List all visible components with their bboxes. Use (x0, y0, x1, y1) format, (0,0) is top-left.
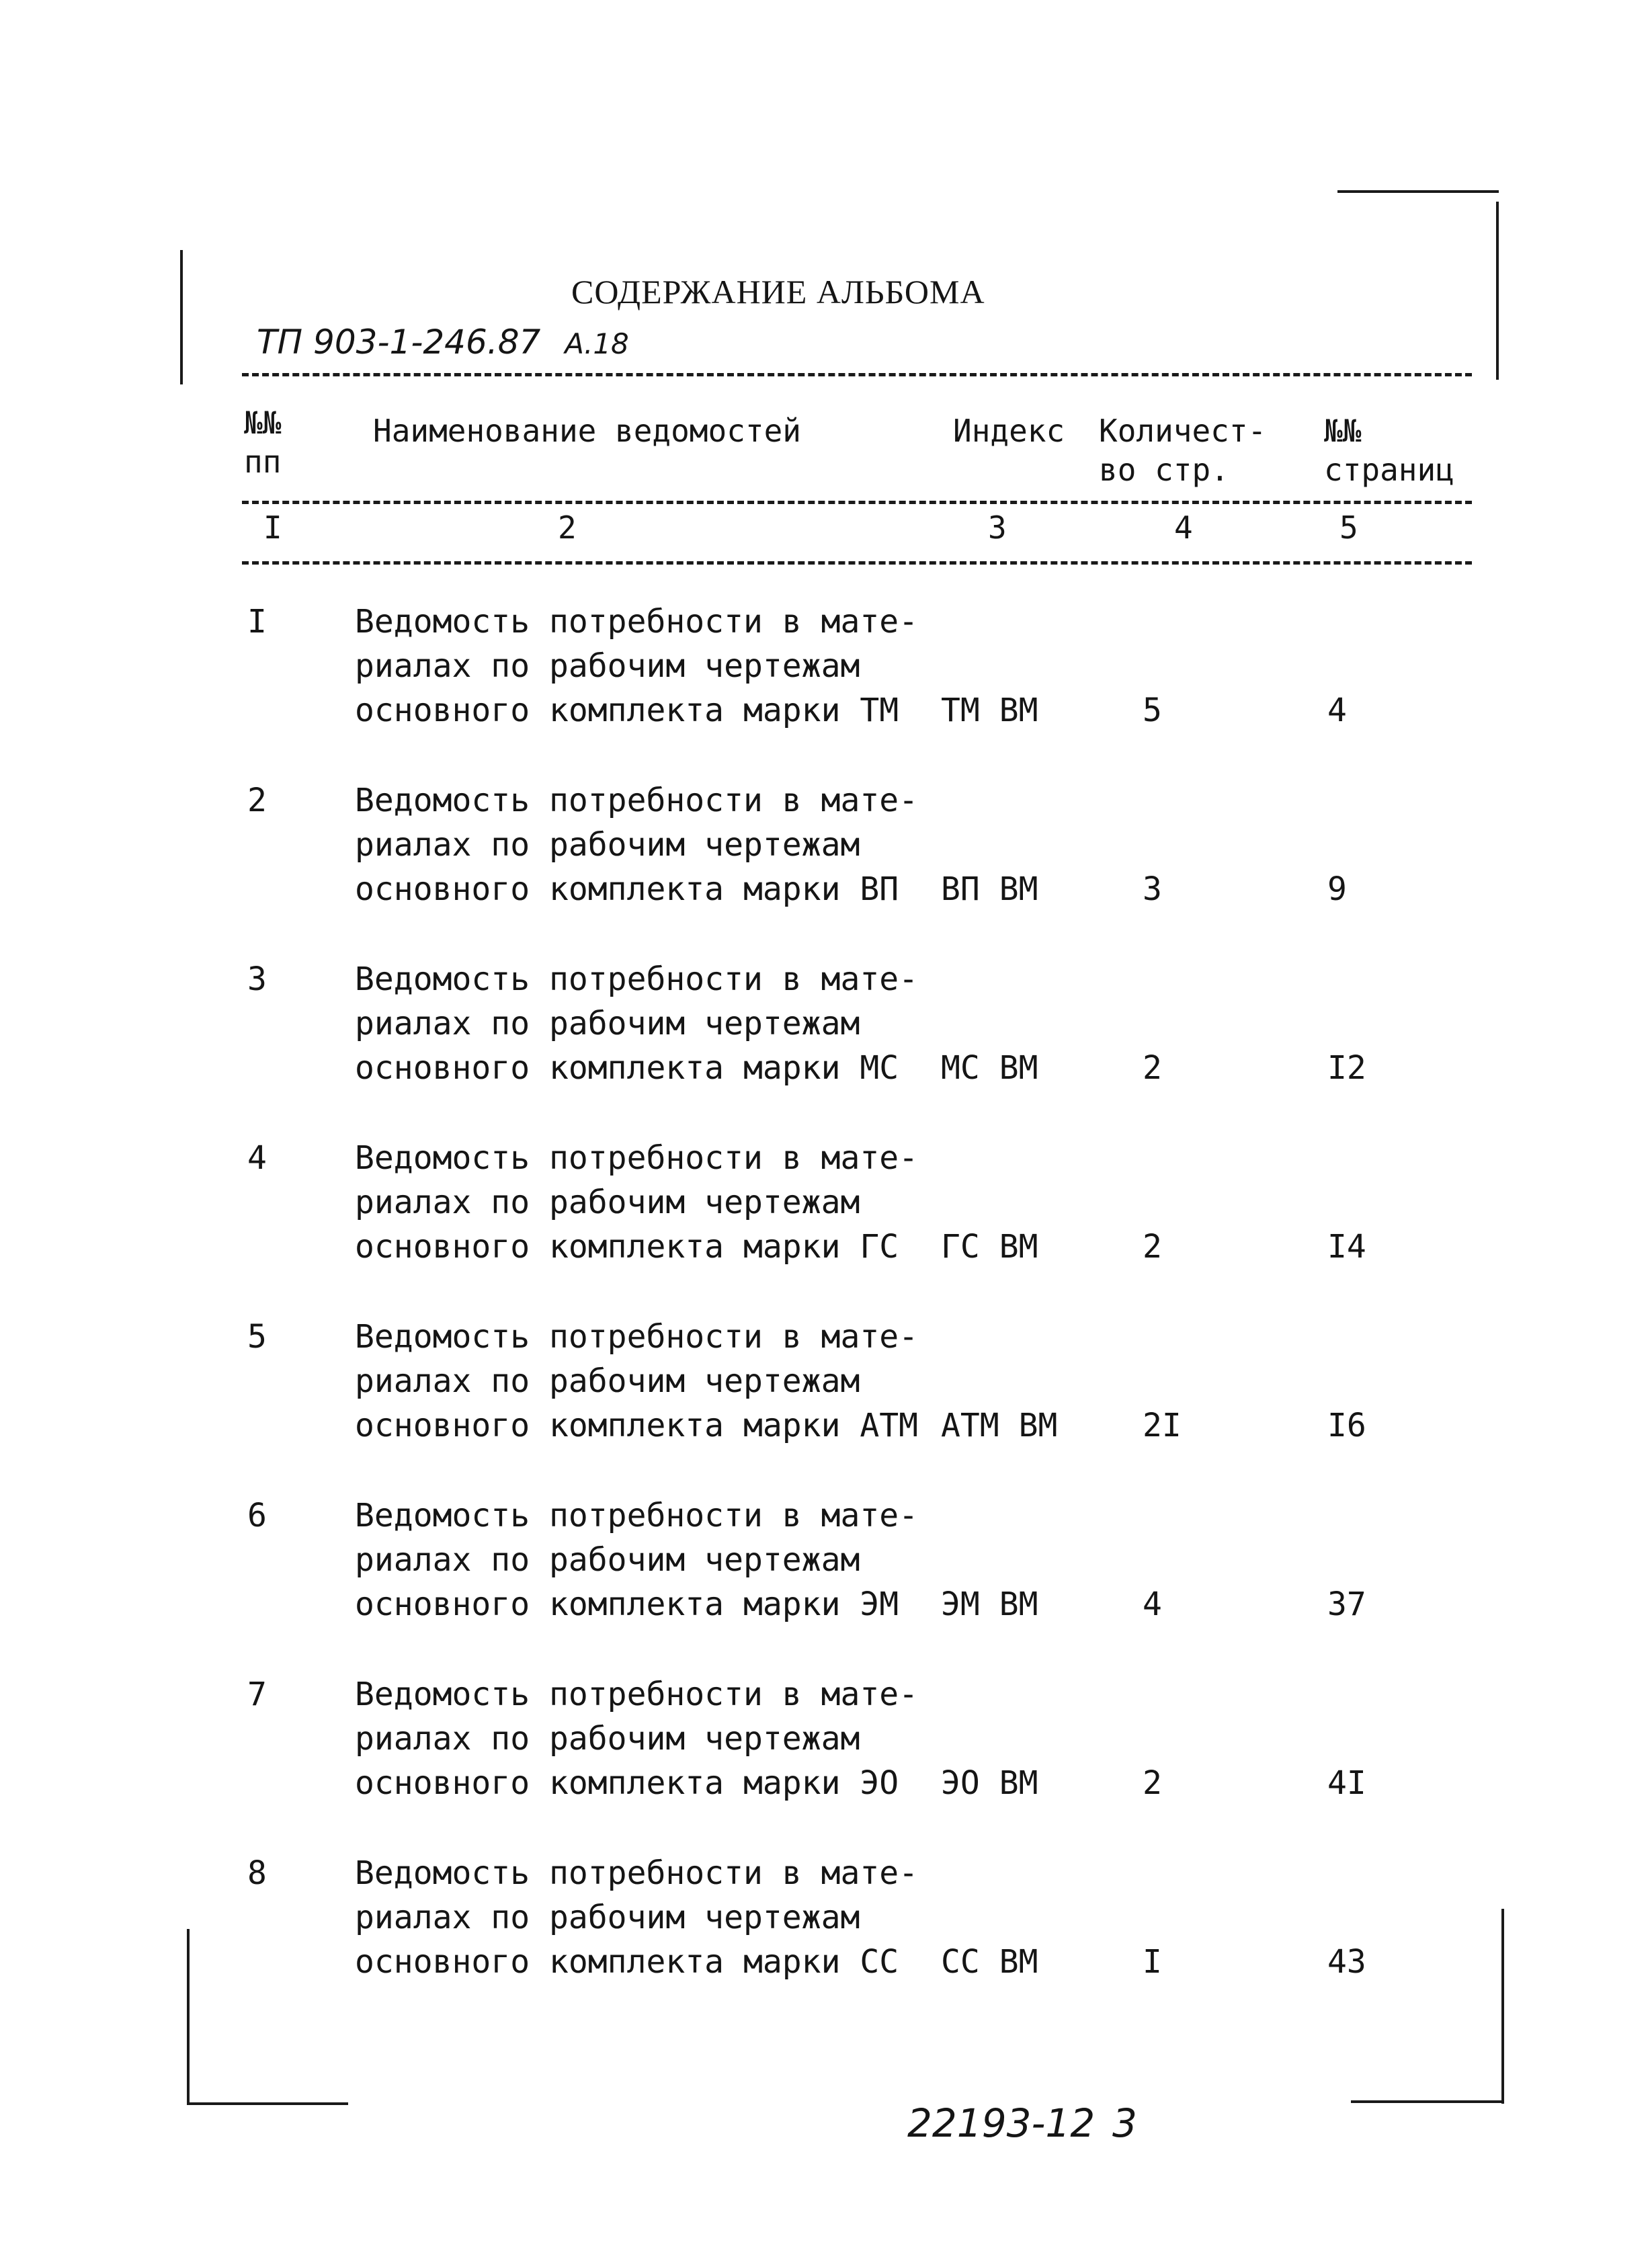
table-row (0, 1136, 1652, 1317)
row-number: 7 (247, 1676, 267, 1713)
header-name: Наименование ведомостей (373, 413, 801, 449)
row-index: СС ВМ (941, 1943, 1038, 1981)
footer-page-number: 3 (1112, 2100, 1137, 2146)
row-number: 5 (247, 1318, 267, 1356)
row-name: Ведомость потребности в мате- риалах по рабочим чертежам основного комплекта марки СС (355, 1854, 919, 1981)
column-number-2: 2 (558, 509, 577, 546)
dashed-rule-top (242, 373, 1472, 376)
row-name: Ведомость потребности в мате- риалах по рабочим чертежам основного комплекта марки ГС (355, 1139, 919, 1266)
row-page-count: 2I (1143, 1407, 1182, 1444)
row-start-page: 4 (1327, 692, 1347, 729)
row-number: 4 (247, 1139, 267, 1177)
footer-document-code: 22193-12 (907, 2100, 1096, 2146)
row-page-count: 5 (1143, 692, 1162, 729)
row-start-page: I6 (1327, 1407, 1366, 1444)
row-page-count: 2 (1143, 1764, 1162, 1802)
row-number: 8 (247, 1854, 267, 1892)
row-start-page: 37 (1327, 1586, 1366, 1623)
row-start-page: I2 (1327, 1049, 1366, 1087)
document-code (257, 323, 629, 362)
header-index: Индекс (953, 413, 1065, 449)
column-number-1: I (263, 509, 282, 546)
column-number-4: 4 (1174, 509, 1193, 546)
table-row (0, 957, 1652, 1139)
row-name: Ведомость потребности в мате- риалах по рабочим чертежам основного комплекта марки ВП (355, 782, 919, 908)
table-row (0, 1315, 1652, 1496)
row-start-page: 4I (1327, 1764, 1366, 1802)
row-start-page: 43 (1327, 1943, 1366, 1981)
table-row (0, 1493, 1652, 1675)
row-number: 6 (247, 1497, 267, 1534)
row-page-count: 4 (1143, 1586, 1162, 1623)
row-index: АТМ ВМ (941, 1407, 1058, 1444)
frame-line-right-top (1496, 202, 1499, 380)
dashed-rule-colnums (242, 561, 1472, 565)
row-index: ЭМ ВМ (941, 1586, 1038, 1623)
row-start-page: I4 (1327, 1228, 1366, 1266)
table-row (0, 1672, 1652, 1854)
row-page-count: 2 (1143, 1228, 1162, 1266)
row-index: ГС ВМ (941, 1228, 1038, 1266)
frame-line-bottom-left (187, 2102, 348, 2105)
row-name: Ведомость потребности в мате- риалах по рабочим чертежам основного комплекта марки ТМ (355, 603, 919, 729)
frame-line-left-top (180, 250, 183, 384)
row-page-count: I (1143, 1943, 1162, 1981)
column-number-5: 5 (1339, 509, 1358, 546)
album-title: СОДЕРЖАНИЕ АЛЬБОМА (571, 273, 985, 311)
row-index: ВП ВМ (941, 870, 1038, 908)
row-index: ЭО ВМ (941, 1764, 1038, 1802)
dashed-rule-header (242, 501, 1472, 504)
header-num: №№ пп (244, 405, 282, 480)
row-name: Ведомость потребности в мате- риалах по рабочим чертежам основного комплекта марки ЭМ (355, 1497, 919, 1623)
row-number: 2 (247, 782, 267, 819)
row-index: ТМ ВМ (941, 692, 1038, 729)
row-number: 3 (247, 960, 267, 998)
table-row (0, 778, 1652, 960)
header-count: Количест- во стр. (1099, 413, 1267, 488)
frame-line-top-right (1337, 190, 1499, 193)
row-name: Ведомость потребности в мате- риалах по рабочим чертежам основного комплекта марки ЭО (355, 1676, 919, 1802)
row-index: МС ВМ (941, 1049, 1038, 1087)
album-number: А.18 (565, 327, 629, 360)
column-number-3: 3 (988, 509, 1007, 546)
table-row (0, 1851, 1652, 2032)
header-pages: №№ страниц (1324, 413, 1454, 488)
table-row (0, 600, 1652, 781)
row-page-count: 2 (1143, 1049, 1162, 1087)
row-number: I (247, 603, 267, 641)
row-name: Ведомость потребности в мате- риалах по рабочим чертежам основного комплекта марки МС (355, 960, 919, 1087)
document-code-number: ТП 903-1-246.87 (257, 323, 541, 362)
frame-line-bottom-right (1351, 2100, 1503, 2103)
row-name: Ведомость потребности в мате- риалах по рабочим чертежам основного комплекта марки АТМ (355, 1318, 919, 1444)
row-start-page: 9 (1327, 870, 1347, 908)
row-page-count: 3 (1143, 870, 1162, 908)
